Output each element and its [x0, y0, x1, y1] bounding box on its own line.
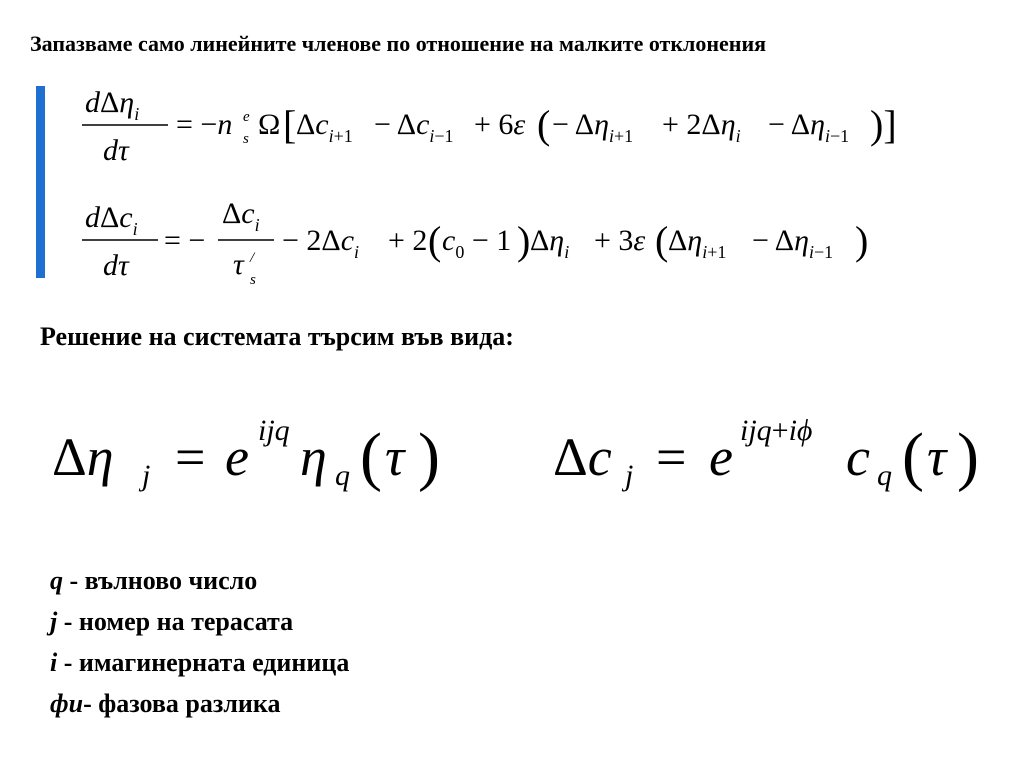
svg-text:dΔηi: dΔη$_i$	[85, 86, 140, 124]
svg-text:): )	[957, 420, 979, 493]
svg-text:+ 6ε: + 6ε	[474, 108, 526, 141]
svg-text:(: (	[902, 420, 924, 493]
svg-text:e: e	[225, 427, 249, 487]
svg-text:c: c	[846, 427, 870, 487]
slide-heading: Запазваме само линейните членове по отношение на малките отклонения	[30, 31, 767, 56]
legend-item-j: j - номер на терасата	[50, 607, 294, 636]
svg-text:Δc: Δc	[553, 427, 612, 487]
svg-text:dτ: dτ	[103, 134, 129, 167]
svg-text:=: =	[656, 427, 687, 487]
svg-text:dΔci: dΔc$_i$	[85, 201, 138, 239]
svg-text:τ: τ	[927, 427, 947, 487]
svg-text:Δη: Δη	[52, 427, 114, 487]
svg-text:+ 3ε: + 3ε	[594, 224, 646, 257]
svg-text:(: (	[655, 218, 669, 263]
svg-text:[: [	[283, 102, 297, 147]
svg-text:+ 2: + 2	[388, 224, 428, 257]
svg-text:ijq+iϕ: ijq+iϕ	[740, 414, 813, 447]
svg-text:τ: τ	[233, 248, 244, 281]
svg-text:q: q	[877, 459, 892, 492]
solution-eq-1	[52, 414, 440, 493]
svg-text:= −: = −	[164, 224, 206, 257]
svg-text:η: η	[300, 427, 327, 487]
svg-text:): )	[418, 420, 440, 493]
svg-text:− Δηi−1: − $\Delta\eta_{i-1}$	[752, 224, 834, 262]
svg-text:/: /	[250, 250, 255, 266]
symbol-legend	[50, 560, 349, 724]
svg-text:e: e	[243, 109, 250, 125]
svg-text:τ: τ	[385, 427, 405, 487]
svg-text:− Δci−1: − $\Delta c_{i-1}$	[374, 108, 454, 146]
svg-text:Δηi+1: $\Delta\eta_{i+1}$	[668, 224, 727, 262]
svg-text:e: e	[709, 427, 733, 487]
svg-text:): )	[517, 218, 531, 263]
svg-text:j: j	[142, 459, 151, 492]
solution-eq-2	[553, 414, 979, 493]
svg-text:dτ: dτ	[103, 249, 129, 282]
legend-item-phi: фи- фазова разлика	[50, 689, 281, 718]
svg-text:j: j	[625, 459, 634, 492]
svg-text:Δci+1: $\Delta c_{i+1}$	[296, 108, 353, 146]
equation-1	[82, 86, 897, 167]
svg-text:(: (	[537, 102, 551, 147]
svg-text:Δηi: $\Delta\eta_i$	[530, 224, 570, 262]
legend-item-i: i - имагинерната единица	[50, 648, 350, 677]
svg-text:s: s	[250, 272, 256, 288]
svg-text:Δci: $\Delta c_i$	[222, 197, 260, 235]
svg-text:q: q	[335, 459, 350, 492]
svg-text:s: s	[243, 131, 249, 147]
svg-text:=: =	[175, 427, 206, 487]
svg-text:(: (	[428, 218, 442, 263]
equation-2	[82, 197, 868, 288]
svg-text:)]: )]	[870, 102, 897, 147]
svg-text:ijq: ijq	[258, 414, 290, 447]
svg-text:− 2Δci: − $2\Delta c_i$	[282, 224, 360, 262]
svg-text:+ 2Δηi: + $2\Delta\eta_i$	[662, 108, 741, 146]
svg-text:Ω: Ω	[258, 108, 281, 141]
svg-text:): )	[855, 218, 869, 263]
svg-text:= −n: = −n	[176, 108, 233, 141]
legend-item-q: q - вълново число	[50, 566, 258, 595]
svg-text:c0 − 1: $c_0 - 1$	[442, 224, 512, 262]
svg-text:− Δηi+1: − $\Delta\eta_{i+1}$	[552, 108, 634, 146]
solution-heading: Решение на системата търсим във вида:	[40, 322, 514, 351]
svg-text:(: (	[360, 420, 382, 493]
svg-text:− Δηi−1: − $\Delta\eta_{i-1}$	[768, 108, 850, 146]
